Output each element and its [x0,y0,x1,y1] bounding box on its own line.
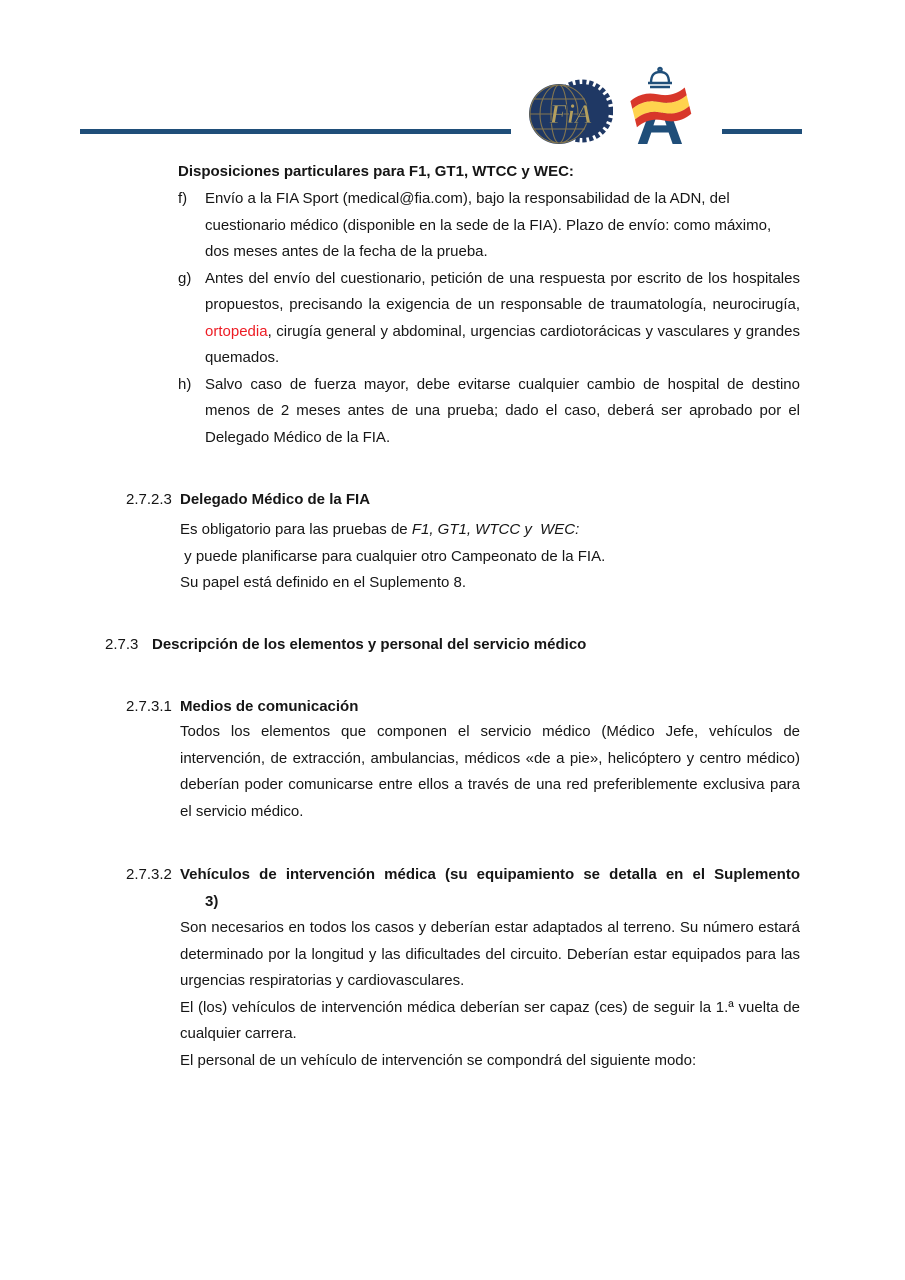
section-2732-body [180,915,800,1074]
fia-logo-text: FiA [549,99,593,129]
section-2723-line1-regular: Es obligatorio para las pruebas de [180,521,412,538]
list-item-h [178,372,800,452]
list-item-f-label: f) [178,190,188,207]
section-2732-number: 2.7.3.2 [126,866,172,883]
list-item-f-text: Envío a la FIA Sport (medical@fia.com), bajo la responsabilidad de la ADN, del cuestionario médico (disponible en la sede de la FIA). Plazo de envío: como máximo, dos meses antes de la fecha de la prueba. [205,190,772,260]
list-item-h-label: h) [178,375,192,393]
section-2732-paragraph3: El personal de un vehículo de intervención se compondrá del siguiente modo: [180,1051,697,1069]
section-2732-heading [126,862,800,915]
section-2723-line1 [180,517,802,544]
section-2731-paragraph: Todos los elementos que componen el servicio médico (Médico Jefe, vehículos de intervención, de extracción, ambulancias, médicos «de a pie», helicóptero y centro médico) deberían poder comunicarse entre ellos a través de una red preferiblemente exclusiva para el servicio médico. [180,723,800,820]
list-item-g-text [205,266,800,372]
list-item-h-text: Salvo caso de fuerza mayor, debe evitarse cualquier cambio de hospital de destino menos de 2 meses antes de una prueba; dado el caso, deberá ser aprobado por el Delegado Médico de la FIA. [205,375,800,446]
lettered-list [178,186,800,451]
header-rule-right [722,129,802,134]
disposiciones-heading: Disposiciones particulares para F1, GT1, WTCC y WEC: [178,163,574,180]
list-item-g-text-after: , cirugía general y abdominal, urgencias cardiotorácicas y vasculares y grandes quemados. [205,322,800,366]
section-2723-line1-italic: F1, GT1, WTCC y WEC: [411,521,580,538]
section-2723-line2: y puede planificarse para cualquier otro Campeonato de la FIA. [180,547,606,565]
section-273-heading [105,632,825,659]
section-2723-body [180,517,802,597]
rfeda-logo [620,66,704,148]
section-2723-heading [126,487,806,514]
section-2732-title-line1: Vehículos de intervención médica (su equipamiento se detalla en el Suplemento [180,866,800,883]
fia-logo [529,76,613,152]
section-2723-line3: Su papel está definido en el Suplemento 8. [180,574,467,591]
section-2723-number: 2.7.2.3 [126,491,172,508]
list-item-g-red-word: ortopedia [205,322,268,340]
section-2732-paragraph2: El (los) vehículos de intervención médica deberían ser capaz (ces) de seguir la 1.ª vuelta de cualquier carrera. [180,998,800,1042]
list-item-g-text-before: Antes del envío del cuestionario, petición de una respuesta por escrito de los hospitales propuestos, precisando la exigencia de un responsable de traumatología, neurocirugía, [205,269,800,313]
list-item-f [178,186,800,266]
section-2731-title: Medios de comunicación [180,698,359,715]
section-2732-paragraph1: Son necesarios en todos los casos y deberían estar adaptados al terreno. Su número estará determinado por la longitud y las dificultades del circuito. Deberían estar equipados para las urgencias respiratorias y cardiovasculares. [180,919,800,989]
section-273-title: Descripción de los elementos y personal del servicio médico [152,636,587,653]
section-2731-heading [126,694,806,721]
section-2731-number: 2.7.3.1 [126,698,172,715]
header-rule-left [80,129,511,134]
crown-icon [648,68,672,87]
list-item-g-label: g) [178,269,192,287]
section-273-number: 2.7.3 [105,636,139,653]
section-2732-title-line2: 3) [205,892,219,910]
section-2723-title: Delegado Médico de la FIA [180,491,371,508]
section-2732-title [180,862,800,915]
list-item-g [178,266,800,372]
